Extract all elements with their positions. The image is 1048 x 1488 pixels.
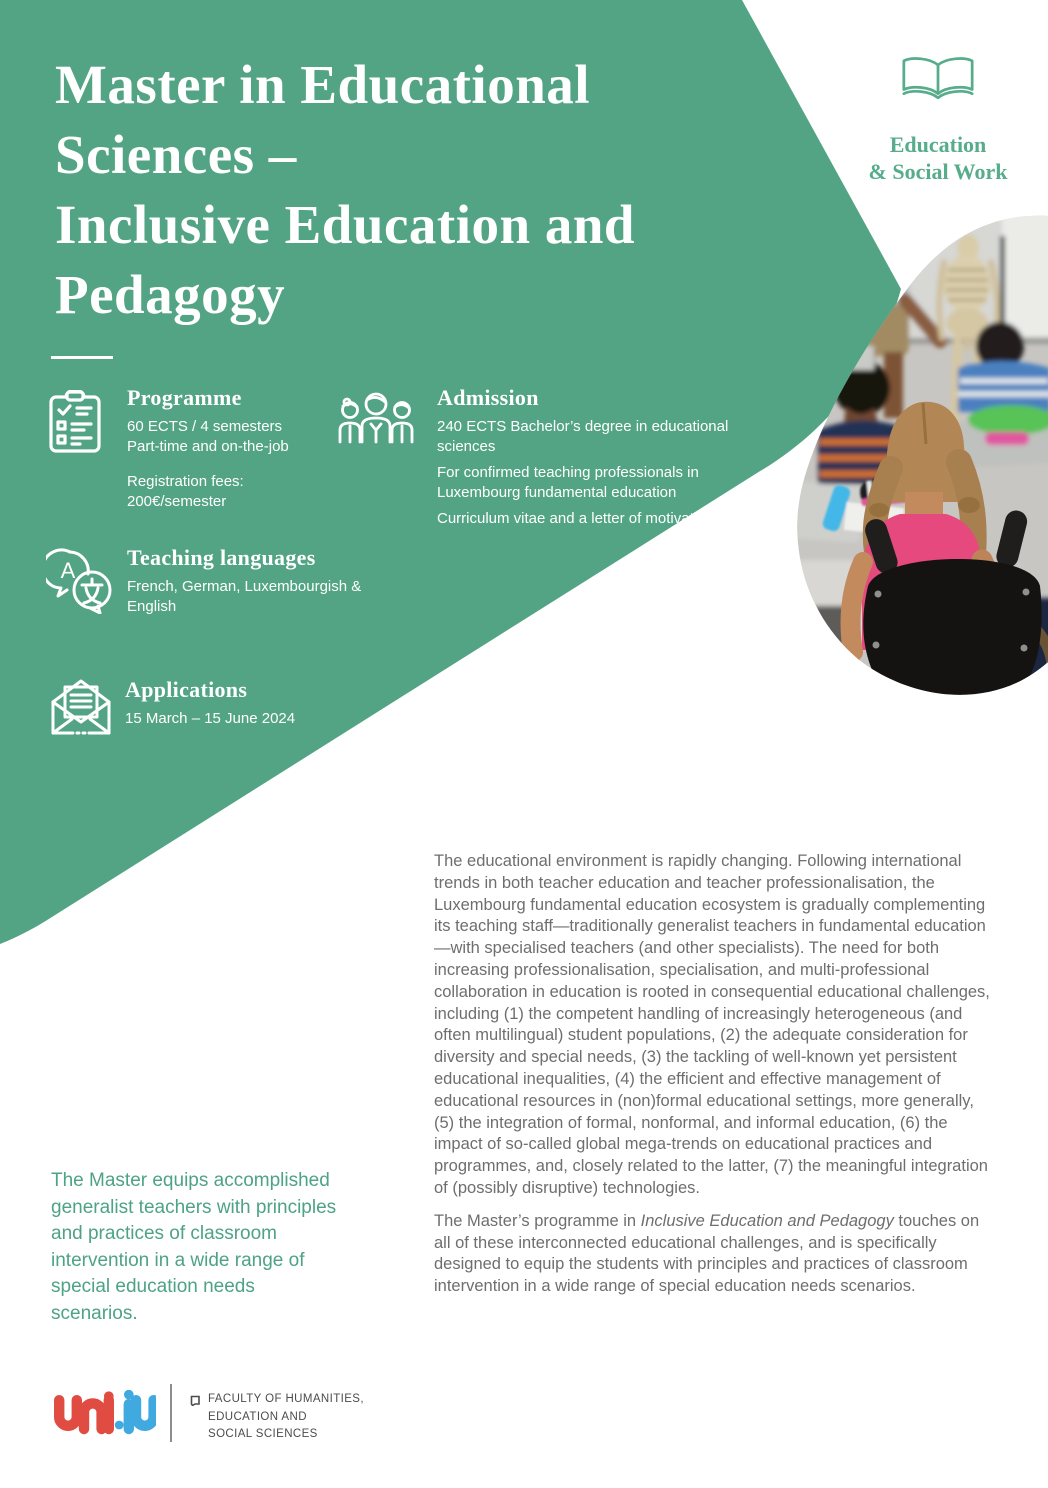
section-text: Curriculum vitae and a letter of motivation [437, 510, 714, 527]
faculty-square-icon [189, 1394, 201, 1406]
quote-text: The Master equips accomplished generalist teachers with principles and practices of classroom intervention in a wide range of special education needs scenarios. [51, 1170, 337, 1324]
page-title [55, 50, 755, 330]
language-bubbles-icon [46, 548, 116, 614]
brand-name [848, 131, 1028, 185]
clipboard-checklist-icon [48, 390, 102, 454]
section-text: 60 ECTS / 4 semesters [127, 418, 283, 435]
section-languages [127, 546, 377, 623]
body-paragraph-2: The Master’s programme in Inclusive Education and Pedagogy touches on all of these interconnected educational challenges, and is specifically designed to equip the students with principles and practices of classroom intervention in a wide range of special education needs scenarios. [434, 1211, 980, 1296]
title-line: Master in Educational [55, 54, 591, 115]
title-underline [51, 356, 113, 359]
bubble-letter-a: A [60, 558, 76, 583]
section-text: Part-time and on-the-job [127, 437, 289, 455]
brand-line: Education [889, 132, 987, 157]
faculty-name: FACULTY OF HUMANITIES, EDUCATION AND SOCIAL SCIENCES [189, 1384, 364, 1444]
footer-divider [170, 1384, 172, 1442]
title-line: Sciences – [55, 124, 297, 185]
section-text: 240 ECTS Bachelor’s degree in educational sciences [437, 418, 729, 455]
section-text: French, German, Luxembourgish & English [127, 578, 362, 615]
section-text: 200€/semester [127, 492, 227, 510]
title-line: Pedagogy [55, 264, 286, 325]
section-text: Registration fees: [127, 473, 244, 490]
brand-line: & Social Work [868, 159, 1008, 184]
section-heading: Admission [437, 385, 539, 410]
footer [52, 1384, 612, 1454]
title-line: Inclusive Education and [55, 194, 636, 255]
envelope-icon [50, 676, 112, 736]
body-copy [434, 851, 991, 1309]
people-group-icon [336, 392, 416, 444]
body-paragraph-1: The educational environment is rapidly changing. Following international trends in both teacher education and teacher professionalisation, the Luxembourg fundamental education ecosystem is gradually complementing its teaching staff—traditionally generalist teachers in fundamental education—with specialised teachers (and other specialists). The need for both increasing professionalisation, specialisation, and multi-professional collaboration in education is rooted in consequential educational challenges, including (1) the competent handling of increasingly heterogeneous (and often multilingual) student populations, (2) the adequate consideration for diversity and special needs, (3) the tackling of well-known yet persistent educational inequalities, (4) the efficient and effective management of educational resources in (non)formal educational settings, more generally, (5) the integration of formal, nonformal, and informal education, (6) the impact of so-called global mega-trends on educational practices and programmes, and, closely related to the latter, (7) the meaningful integration of (possibly disruptive) technologies. [434, 852, 990, 1197]
brand-block [848, 44, 1028, 185]
section-heading: Programme [127, 385, 242, 410]
section-heading: Applications [125, 677, 248, 702]
section-heading: Teaching languages [127, 545, 316, 570]
section-text: 15 March – 15 June 2024 [125, 710, 296, 727]
unilu-logo [52, 1390, 156, 1436]
section-applications [125, 678, 405, 736]
section-text: For confirmed teaching professionals in Luxembourg fundamental education [437, 464, 699, 501]
programme-name-italic: Inclusive Education and Pedagogy [640, 1211, 894, 1230]
section-admission [437, 386, 745, 536]
open-book-icon [897, 44, 979, 116]
